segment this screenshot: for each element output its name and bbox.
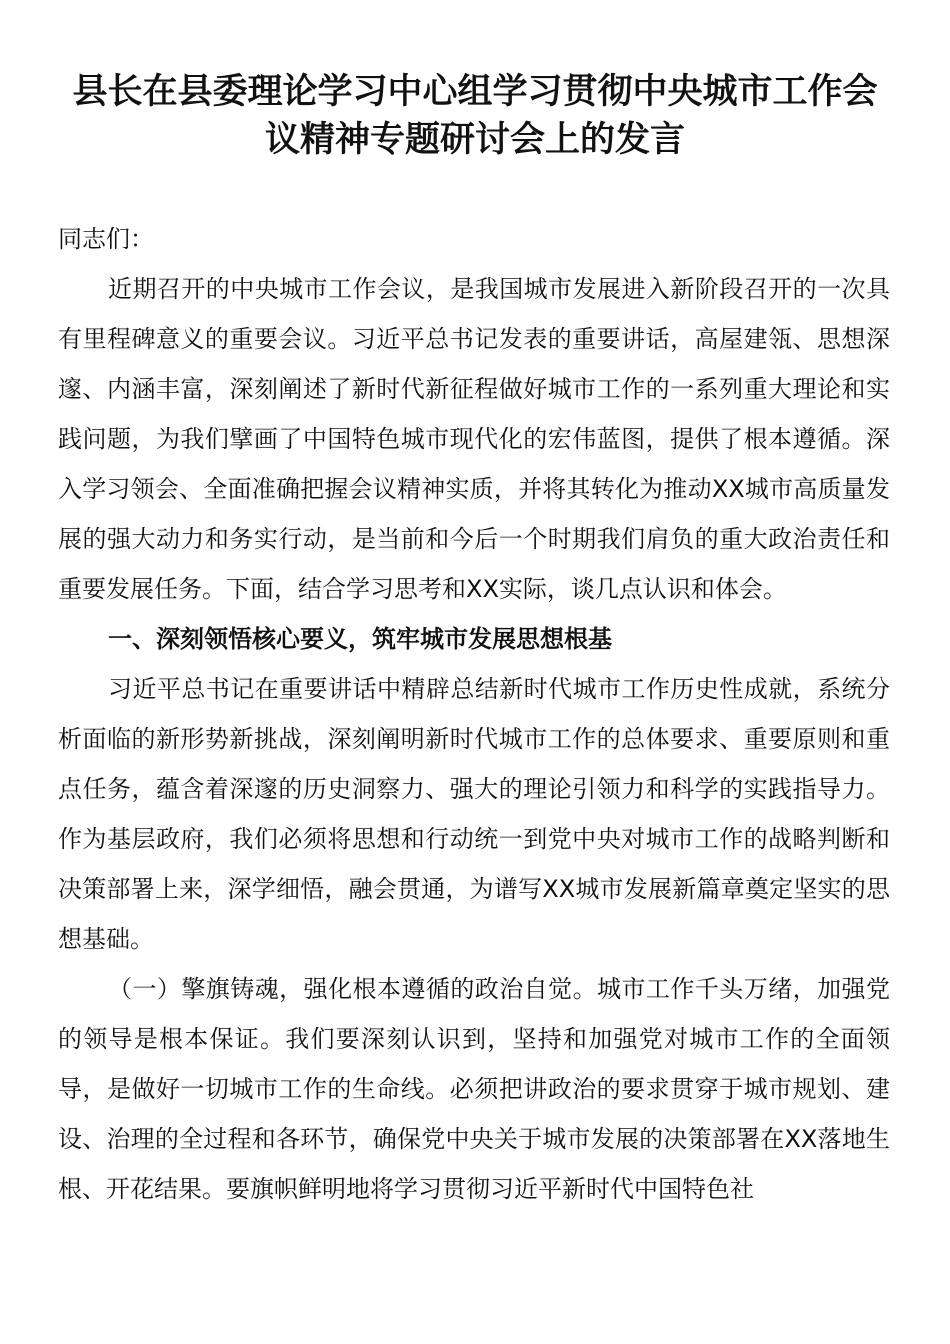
- intro-paragraph: 近期召开的中央城市工作会议，是我国城市发展进入新阶段召开的一次具有里程碑意义的重要会议。习近平总书记发表的重要讲话，高屋建瓴、思想深邃、内涵丰富，深刻阐述了新时代新征程做好城市工作的一系列重大理论和实践问题，为我们擘画了中国特色城市现代化的宏伟蓝图，提供了根本遵循。深入学习领会、全面准确把握会议精神实质，并将其转化为推动XX城市高质量发展的强大动力和务实行动，是当前和今后一个时期我们肩负的重大政治责任和重要发展任务。下面，结合学习思考和XX实际，谈几点认识和体会。: [58, 275, 890, 603]
- subsection-1-paragraph: （一）擎旗铸魂，强化根本遵循的政治自觉。城市工作千头万绪，加强党的领导是根本保证。我们要深刻认识到，坚持和加强党对城市工作的全面领导，是做好一切城市工作的生命线。必须把讲政治的要求贯穿于城市规划、建设、治理的全过程和各环节，确保党中央关于城市发展的决策部署在XX落地生根、开花结果。要旗帜鲜明地将学习贯彻习近平新时代中国特色社: [58, 975, 890, 1203]
- document-title-line-1: 县长在县委理论学习中心组学习贯彻中央城市工作会: [72, 72, 878, 112]
- section-1-heading: 一、深刻领悟核心要义，筑牢城市发展思想根基: [108, 625, 612, 653]
- document-body: [58, 214, 890, 1214]
- salutation: 同志们：: [58, 225, 154, 253]
- section-1-paragraph: 习近平总书记在重要讲话中精辟总结新时代城市工作历史性成就，系统分析面临的新形势新挑战，深刻阐明新时代城市工作的总体要求、重要原则和重点任务，蕴含着深邃的历史洞察力、强大的理论引领力和科学的实践指导力。作为基层政府，我们必须将思想和行动统一到党中央对城市工作的战略判断和决策部署上来，深学细悟，融会贯通，为谱写XX城市发展新篇章奠定坚实的思想基础。: [58, 675, 890, 953]
- document-title-line-2: 议精神专题研讨会上的发言: [264, 120, 685, 160]
